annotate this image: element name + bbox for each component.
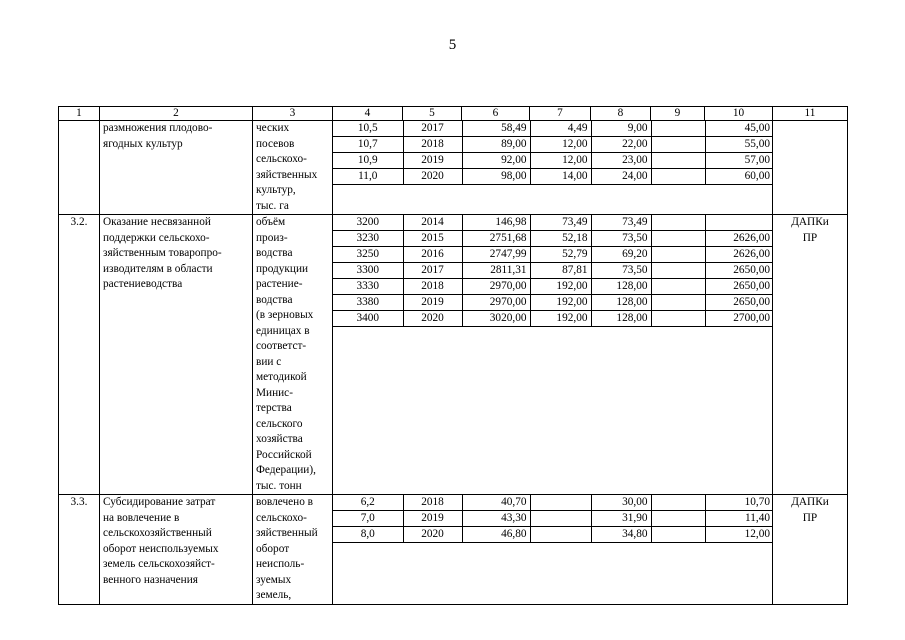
values-subtable bbox=[333, 495, 773, 543]
value-cell: 2014 bbox=[403, 215, 462, 231]
values-block bbox=[333, 215, 773, 495]
header-cell: 8 bbox=[591, 107, 651, 121]
item-number: 3.3. bbox=[59, 495, 100, 605]
value-cell: 23,00 bbox=[591, 153, 651, 169]
value-cell: 11,0 bbox=[333, 169, 403, 185]
responsible: ДАПКи ПР bbox=[773, 495, 848, 605]
value-row bbox=[333, 495, 773, 511]
value-cell: 3250 bbox=[333, 247, 403, 263]
responsible bbox=[773, 121, 848, 215]
value-cell: 3230 bbox=[333, 231, 403, 247]
item-name: Субсидирование затрат на вовлечение в сельскохозяйственный оборот неиспользуемых земель сельскохозяйст- венного назначения bbox=[100, 495, 253, 605]
indicator-unit: вовлечено в сельскохо- зяйственный оборот неисполь- зуемых земель, bbox=[253, 495, 333, 605]
value-cell: 87,81 bbox=[530, 263, 591, 279]
value-cell: 45,00 bbox=[705, 121, 773, 137]
program-row bbox=[59, 495, 848, 605]
value-cell: 31,90 bbox=[591, 511, 651, 527]
value-cell: 192,00 bbox=[530, 311, 591, 327]
value-cell: 192,00 bbox=[530, 295, 591, 311]
indicator-unit: ческих посевов сельскохо- зяйственных культур, тыс. га bbox=[253, 121, 333, 215]
value-cell: 2970,00 bbox=[462, 279, 530, 295]
value-cell: 2626,00 bbox=[705, 247, 773, 263]
values-block bbox=[333, 121, 773, 215]
value-cell: 2017 bbox=[403, 263, 462, 279]
value-cell: 2019 bbox=[403, 295, 462, 311]
value-cell: 12,00 bbox=[530, 153, 591, 169]
header-cell: 4 bbox=[333, 107, 403, 121]
values-subtable bbox=[333, 215, 773, 327]
value-cell bbox=[651, 137, 705, 153]
value-cell: 57,00 bbox=[705, 153, 773, 169]
value-cell: 3200 bbox=[333, 215, 403, 231]
value-cell: 2018 bbox=[403, 279, 462, 295]
value-row bbox=[333, 231, 773, 247]
value-cell: 2747,99 bbox=[462, 247, 530, 263]
value-cell: 6,2 bbox=[333, 495, 403, 511]
value-cell bbox=[651, 247, 705, 263]
page-number: 5 bbox=[448, 37, 457, 53]
header-cell: 6 bbox=[462, 107, 530, 121]
value-cell bbox=[651, 295, 705, 311]
value-cell: 2018 bbox=[403, 495, 462, 511]
value-row bbox=[333, 311, 773, 327]
value-cell: 98,00 bbox=[462, 169, 530, 185]
indicator-unit: объём произ- водства продукции растение- водства (в зерновых единицах в соответст- вии с методикой Минис- терства сельского хозяйства Российской Федерации), тыс. тонн bbox=[253, 215, 333, 495]
header-cell: 11 bbox=[773, 107, 848, 121]
value-cell: 69,20 bbox=[591, 247, 651, 263]
value-cell: 10,5 bbox=[333, 121, 403, 137]
value-cell: 58,49 bbox=[462, 121, 530, 137]
value-cell: 24,00 bbox=[591, 169, 651, 185]
responsible: ДАПКи ПР bbox=[773, 215, 848, 495]
value-cell: 73,49 bbox=[591, 215, 651, 231]
value-cell: 92,00 bbox=[462, 153, 530, 169]
value-cell bbox=[651, 279, 705, 295]
value-row bbox=[333, 295, 773, 311]
value-cell: 30,00 bbox=[591, 495, 651, 511]
value-cell: 11,40 bbox=[705, 511, 773, 527]
item-number bbox=[59, 121, 100, 215]
value-cell: 14,00 bbox=[530, 169, 591, 185]
value-cell: 2019 bbox=[403, 511, 462, 527]
header-cell: 7 bbox=[530, 107, 591, 121]
program-row bbox=[59, 215, 848, 495]
header-cell: 2 bbox=[100, 107, 253, 121]
value-cell: 12,00 bbox=[705, 527, 773, 543]
value-cell bbox=[651, 495, 705, 511]
values-subtable bbox=[333, 121, 773, 185]
item-number: 3.2. bbox=[59, 215, 100, 495]
header-row bbox=[59, 107, 848, 121]
value-row bbox=[333, 153, 773, 169]
header-cell: 10 bbox=[705, 107, 773, 121]
value-cell: 3380 bbox=[333, 295, 403, 311]
header-cell: 1 bbox=[59, 107, 100, 121]
value-cell: 2019 bbox=[403, 153, 462, 169]
value-cell: 3330 bbox=[333, 279, 403, 295]
value-row bbox=[333, 215, 773, 231]
value-cell: 55,00 bbox=[705, 137, 773, 153]
value-cell bbox=[651, 511, 705, 527]
value-cell: 3300 bbox=[333, 263, 403, 279]
value-cell bbox=[651, 121, 705, 137]
value-cell: 2650,00 bbox=[705, 263, 773, 279]
value-cell: 128,00 bbox=[591, 295, 651, 311]
value-cell bbox=[651, 215, 705, 231]
value-row bbox=[333, 527, 773, 543]
value-row bbox=[333, 511, 773, 527]
value-row bbox=[333, 121, 773, 137]
value-cell bbox=[651, 169, 705, 185]
value-row bbox=[333, 263, 773, 279]
value-cell: 43,30 bbox=[462, 511, 530, 527]
value-cell: 2751,68 bbox=[462, 231, 530, 247]
header-cell: 3 bbox=[253, 107, 333, 121]
value-cell: 3400 bbox=[333, 311, 403, 327]
value-cell bbox=[530, 495, 591, 511]
item-name: размножения плодово- ягодных культур bbox=[100, 121, 253, 215]
value-cell: 2016 bbox=[403, 247, 462, 263]
value-cell: 7,0 bbox=[333, 511, 403, 527]
value-cell bbox=[530, 511, 591, 527]
value-cell: 73,49 bbox=[530, 215, 591, 231]
value-cell: 3020,00 bbox=[462, 311, 530, 327]
value-cell: 60,00 bbox=[705, 169, 773, 185]
value-cell: 34,80 bbox=[591, 527, 651, 543]
value-row bbox=[333, 137, 773, 153]
value-cell: 2017 bbox=[403, 121, 462, 137]
value-cell bbox=[651, 153, 705, 169]
value-cell: 2700,00 bbox=[705, 311, 773, 327]
value-cell: 52,18 bbox=[530, 231, 591, 247]
value-cell: 2626,00 bbox=[705, 231, 773, 247]
value-cell: 2020 bbox=[403, 311, 462, 327]
value-cell: 8,0 bbox=[333, 527, 403, 543]
value-cell: 46,80 bbox=[462, 527, 530, 543]
value-cell: 192,00 bbox=[530, 279, 591, 295]
value-cell: 4,49 bbox=[530, 121, 591, 137]
item-name: Оказание несвязанной поддержки сельскохо- зяйственным товаропро- изводителям в области растениеводства bbox=[100, 215, 253, 495]
value-cell: 2015 bbox=[403, 231, 462, 247]
value-cell: 10,70 bbox=[705, 495, 773, 511]
value-row bbox=[333, 247, 773, 263]
values-block bbox=[333, 495, 773, 605]
value-cell: 40,70 bbox=[462, 495, 530, 511]
value-cell: 2650,00 bbox=[705, 295, 773, 311]
value-cell: 2650,00 bbox=[705, 279, 773, 295]
value-cell: 2020 bbox=[403, 169, 462, 185]
value-cell bbox=[651, 231, 705, 247]
value-cell: 10,7 bbox=[333, 137, 403, 153]
value-row bbox=[333, 279, 773, 295]
value-cell: 89,00 bbox=[462, 137, 530, 153]
program-table bbox=[58, 106, 848, 605]
value-cell: 2970,00 bbox=[462, 295, 530, 311]
value-cell: 2018 bbox=[403, 137, 462, 153]
value-cell: 10,9 bbox=[333, 153, 403, 169]
value-cell bbox=[705, 215, 773, 231]
value-cell: 146,98 bbox=[462, 215, 530, 231]
value-cell: 2020 bbox=[403, 527, 462, 543]
header-cell: 5 bbox=[403, 107, 462, 121]
value-row bbox=[333, 169, 773, 185]
value-cell: 22,00 bbox=[591, 137, 651, 153]
value-cell: 12,00 bbox=[530, 137, 591, 153]
program-row bbox=[59, 121, 848, 215]
header-cell: 9 bbox=[651, 107, 705, 121]
value-cell bbox=[651, 263, 705, 279]
value-cell bbox=[530, 527, 591, 543]
value-cell: 52,79 bbox=[530, 247, 591, 263]
value-cell: 128,00 bbox=[591, 311, 651, 327]
value-cell: 9,00 bbox=[591, 121, 651, 137]
value-cell: 2811,31 bbox=[462, 263, 530, 279]
value-cell bbox=[651, 527, 705, 543]
value-cell: 128,00 bbox=[591, 279, 651, 295]
value-cell: 73,50 bbox=[591, 231, 651, 247]
value-cell: 73,50 bbox=[591, 263, 651, 279]
value-cell bbox=[651, 311, 705, 327]
